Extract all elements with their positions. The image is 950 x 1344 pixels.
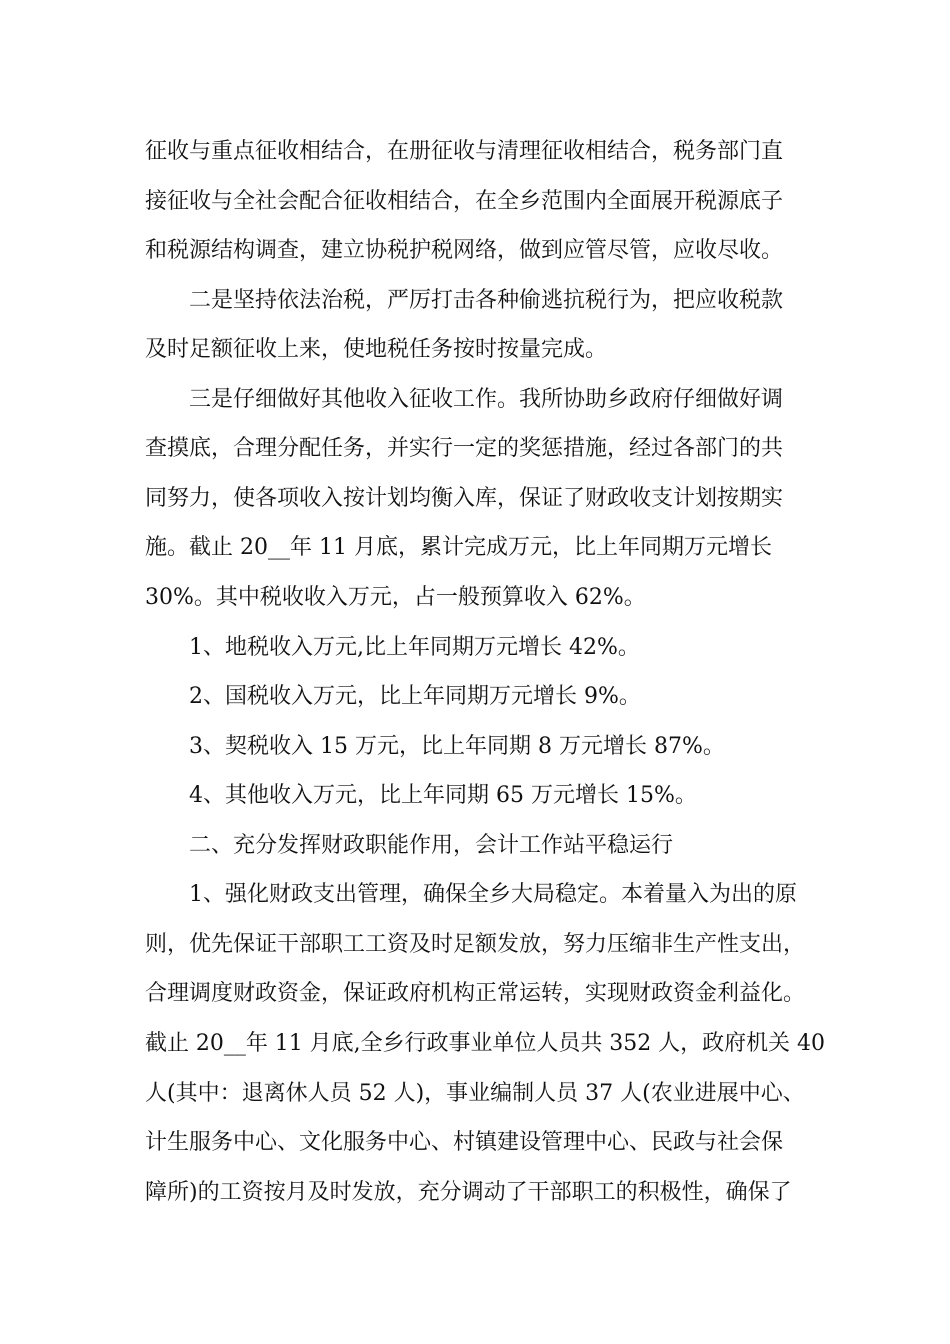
text-line: 同努力，使各项收入按计划均衡入库，保证了财政收支计划按期实	[145, 486, 784, 511]
paragraph-start-line: 三是仔细做好其他收入征收工作。我所协助乡政府仔细做好调	[189, 387, 784, 412]
text-line: 则，优先保证干部职工工资及时足额发放，努力压缩非生产性支出，	[145, 932, 806, 957]
list-item: 4、其他收入万元，比上年同期 65 万元增长 15%。	[189, 783, 697, 808]
paragraph-start-line: 1、强化财政支出管理，确保全乡大局稳定。本着量入为出的原	[189, 882, 797, 907]
text-line: 障所)的工资按月及时发放，充分调动了干部职工的积极性，确保了	[145, 1180, 792, 1205]
text-line: 施。截止 20__年 11 月底，累计完成万元，比上年同期万元增长	[145, 535, 772, 560]
text-line: 接征收与全社会配合征收相结合，在全乡范围内全面展开税源底子	[145, 189, 784, 214]
text-line: 和税源结构调查，建立协税护税网络，做到应管尽管，应收尽收。	[145, 238, 784, 263]
text-line: 及时足额征收上来，使地税任务按时按量完成。	[145, 337, 608, 362]
text-line: 征收与重点征收相结合，在册征收与清理征收相结合，税务部门直	[145, 139, 784, 164]
list-item: 2、国税收入万元，比上年同期万元增长 9%。	[189, 684, 641, 709]
text-line: 合理调度财政资金，保证政府机构正常运转，实现财政资金利益化。	[145, 981, 806, 1006]
text-line: 查摸底，合理分配任务，并实行一定的奖惩措施，经过各部门的共	[145, 436, 784, 461]
text-line: 30%。其中税收收入万元，占一般预算收入 62%。	[145, 585, 646, 610]
text-line: 计生服务中心、文化服务中心、村镇建设管理中心、民政与社会保	[145, 1130, 784, 1155]
section-heading: 二、充分发挥财政职能作用，会计工作站平稳运行	[189, 833, 674, 858]
list-item: 1、地税收入万元,比上年同期万元增长 42%。	[189, 635, 640, 660]
list-item: 3、契税收入 15 万元，比上年同期 8 万元增长 87%。	[189, 734, 725, 759]
paragraph-start-line: 二是坚持依法治税，严厉打击各种偷逃抗税行为，把应收税款	[189, 288, 784, 313]
text-line: 人(其中：退离休人员 52 人)，事业编制人员 37 人(农业进展中心、	[145, 1081, 805, 1106]
text-line: 截止 20__年 11 月底,全乡行政事业单位人员共 352 人，政府机关 40	[145, 1031, 825, 1056]
